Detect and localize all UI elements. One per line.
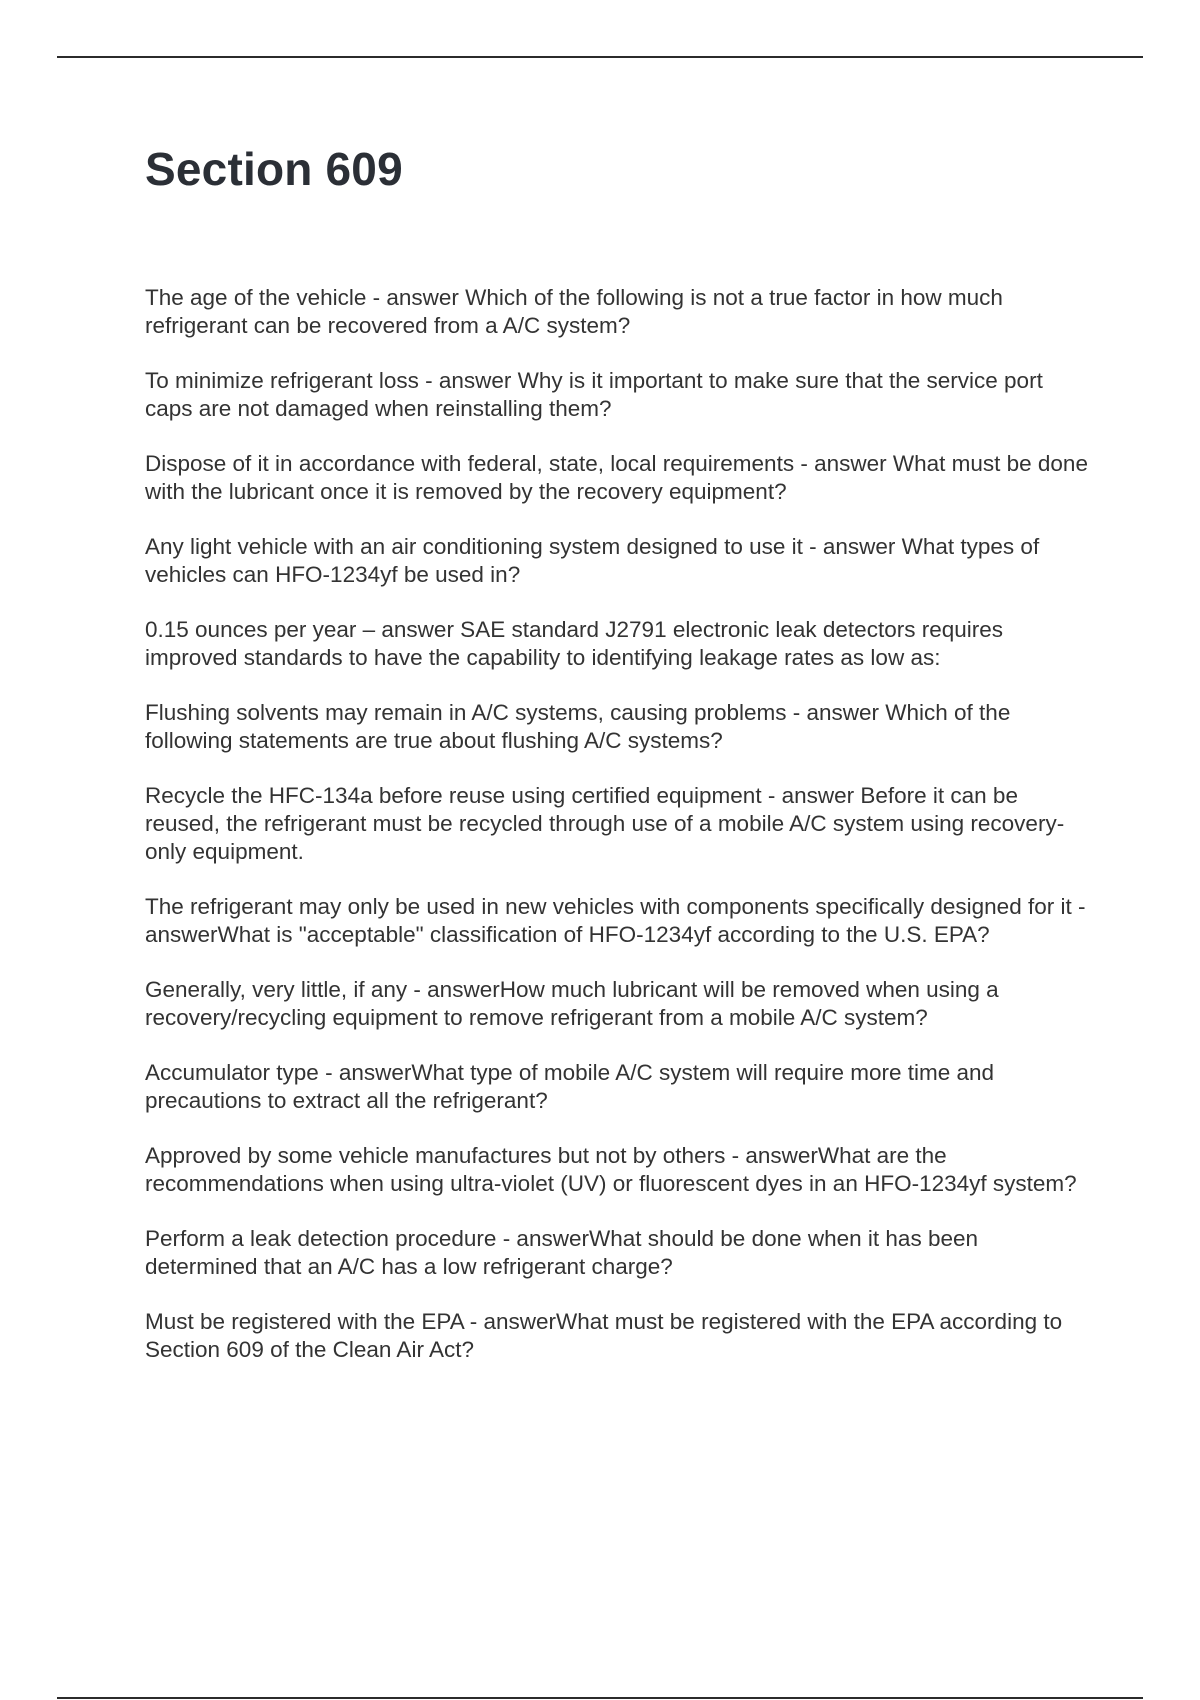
footer-rule xyxy=(57,1697,1143,1699)
qa-item: Accumulator type - answerWhat type of mobile A/C system will require more time and precautions to extract all the refrigerant? xyxy=(145,1060,995,1113)
qa-item: To minimize refrigerant loss - answer Why is it important to make sure that the service port caps are not damaged when reinstalling them? xyxy=(145,368,1043,421)
qa-list xyxy=(145,284,1090,1391)
qa-item: Must be registered with the EPA - answerWhat must be registered with the EPA according to Section 609 of the Clean Air Act? xyxy=(145,1309,1063,1362)
qa-item: Generally, very little, if any - answerHow much lubricant will be removed when using a recovery/recycling equipment to remove refrigerant from a mobile A/C system? xyxy=(145,977,999,1030)
qa-item: The age of the vehicle - answer Which of the following is not a true factor in how much refrigerant can be recovered from a A/C system? xyxy=(145,285,1003,338)
qa-item: Flushing solvents may remain in A/C systems, causing problems - answer Which of the following statements are true about flushing A/C systems? xyxy=(145,700,1011,753)
qa-item: Perform a leak detection procedure - answerWhat should be done when it has been determined that an A/C has a low refrigerant charge? xyxy=(145,1226,978,1279)
page-title: Section 609 xyxy=(145,143,403,195)
header-rule xyxy=(57,56,1143,58)
qa-item: Approved by some vehicle manufactures but not by others - answerWhat are the recommendations when using ultra-violet (UV) or fluorescent dyes in an HFO-1234yf system? xyxy=(145,1143,1077,1196)
qa-item: Dispose of it in accordance with federal, state, local requirements - answer What must be done with the lubricant once it is removed by the recovery equipment? xyxy=(145,451,1088,504)
qa-item: 0.15 ounces per year – answer SAE standard J2791 electronic leak detectors requires improved standards to have the capability to identifying leakage rates as low as: xyxy=(145,617,1003,670)
qa-item: The refrigerant may only be used in new vehicles with components specifically designed for it - answerWhat is "acceptable" classification of HFO-1234yf according to the U.S. EPA? xyxy=(145,894,1086,947)
qa-item: Any light vehicle with an air conditioning system designed to use it - answer What types of vehicles can HFO-1234yf be used in? xyxy=(145,534,1040,587)
qa-item: Recycle the HFC-134a before reuse using certified equipment - answer Before it can be reused, the refrigerant must be recycled through use of a mobile A/C system using recovery-only equipment. xyxy=(145,783,1065,864)
